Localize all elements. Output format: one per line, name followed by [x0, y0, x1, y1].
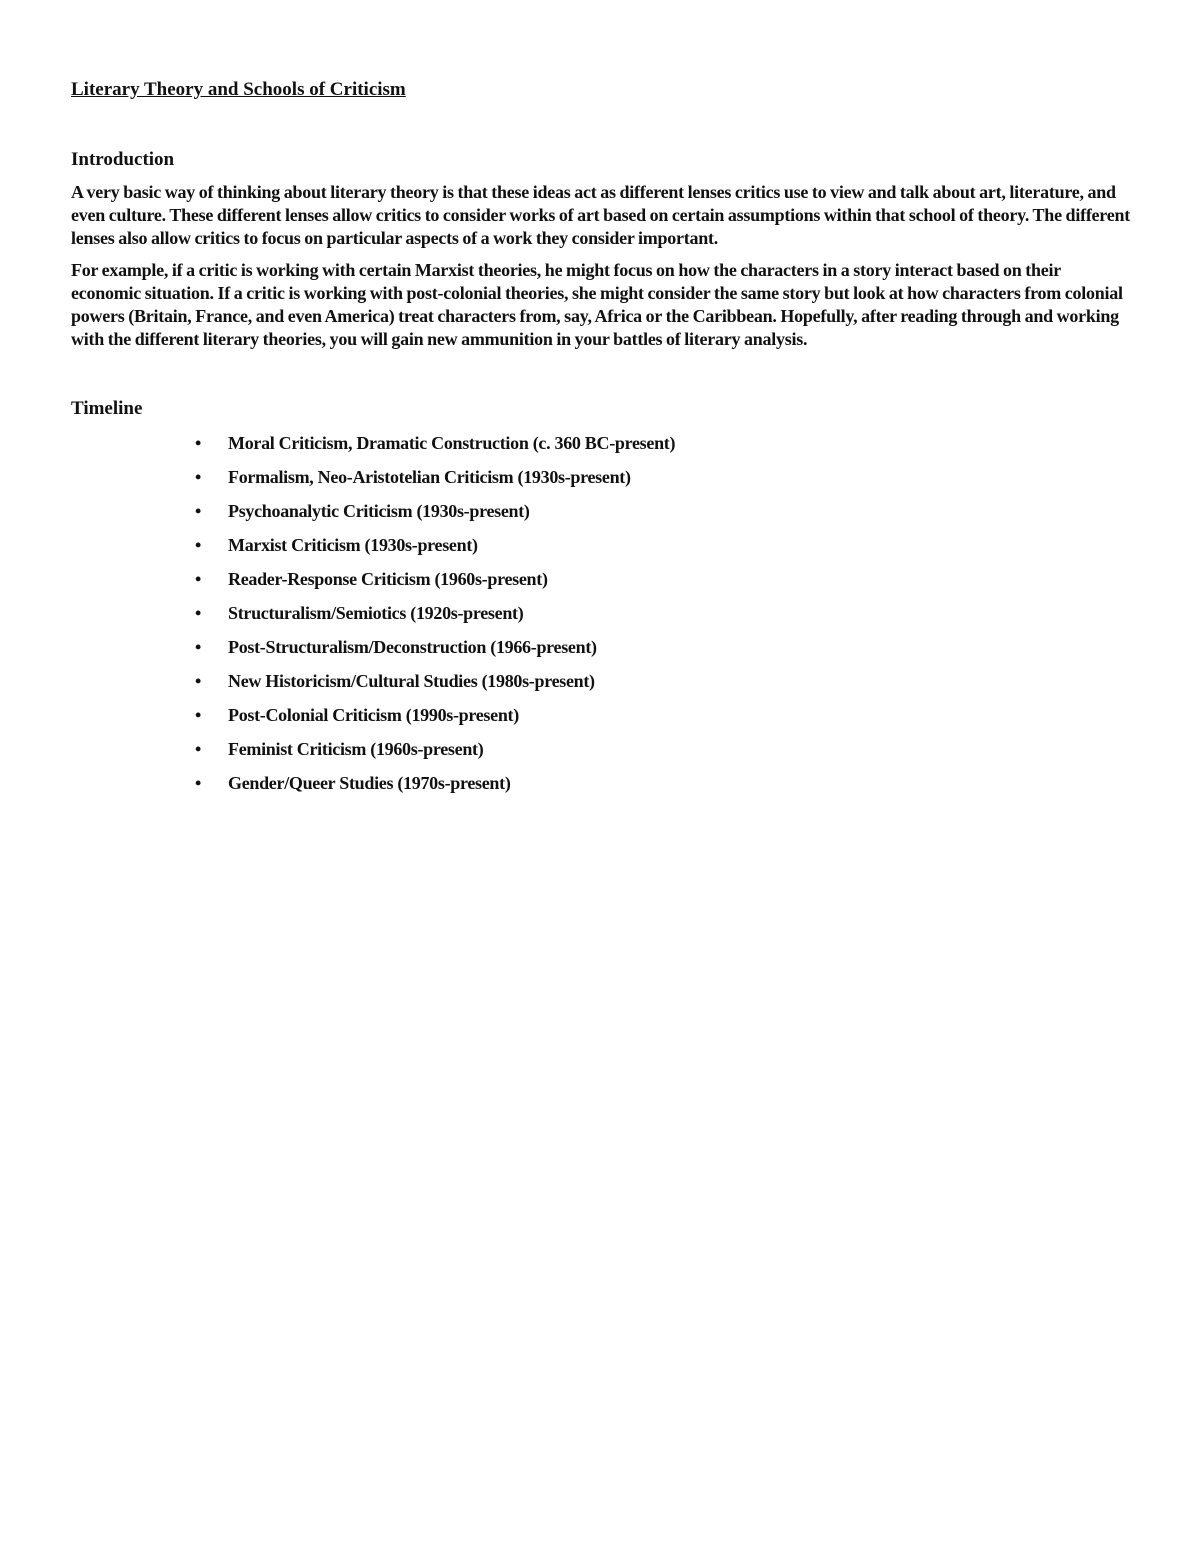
- introduction-paragraph-1: A very basic way of thinking about literary theory is that these ideas act as different lenses critics use to view and talk about art, literature, and even culture. These different lenses allow critics to consider works of art based on certain assumptions within that school of theory. The different lenses also allow critics to focus on particular aspects of a work they consider important.: [71, 182, 1130, 248]
- document-body: [71, 78, 1131, 805]
- bullet-icon: •: [195, 569, 202, 589]
- bullet-icon: •: [195, 603, 202, 623]
- document-title: Literary Theory and Schools of Criticism: [71, 79, 406, 100]
- introduction-heading: Introduction: [71, 149, 175, 170]
- bullet-icon: •: [195, 773, 202, 793]
- timeline-item: [71, 533, 1131, 567]
- bullet-icon: •: [195, 501, 202, 521]
- bullet-icon: •: [195, 705, 202, 725]
- timeline-item: [71, 771, 1131, 805]
- timeline-item: [71, 567, 1131, 601]
- timeline-item-text: Psychoanalytic Criticism (1930s-present): [228, 501, 530, 521]
- bullet-icon: •: [195, 739, 202, 759]
- timeline-list: [71, 431, 1131, 805]
- timeline-item: [71, 703, 1131, 737]
- bullet-icon: •: [195, 671, 202, 691]
- timeline-item: [71, 737, 1131, 771]
- timeline-item-text: Gender/Queer Studies (1970s-present): [228, 773, 511, 793]
- timeline-item-text: Post-Colonial Criticism (1990s-present): [228, 705, 519, 725]
- bullet-icon: •: [195, 535, 202, 555]
- timeline-item-text: Moral Criticism, Dramatic Construction (c. 360 BC-present): [228, 433, 676, 453]
- timeline-item-text: Feminist Criticism (1960s-present): [228, 739, 484, 759]
- timeline-item-text: Formalism, Neo-Aristotelian Criticism (1930s-present): [228, 467, 631, 487]
- timeline-heading: Timeline: [71, 398, 143, 419]
- bullet-icon: •: [195, 467, 202, 487]
- bullet-icon: •: [195, 637, 202, 657]
- timeline-item: [71, 499, 1131, 533]
- introduction-paragraph-2: For example, if a critic is working with certain Marxist theories, he might focus on how the characters in a story interact based on their economic situation. If a critic is working with post-colonial theories, she might consider the same story but look at how characters from colonial powers (Britain, France, and even America) treat characters from, say, Africa or the Caribbean. Hopefully, after reading through and working with the different literary theories, you will gain new ammunition in your battles of literary analysis.: [71, 260, 1123, 349]
- timeline-item-text: New Historicism/Cultural Studies (1980s-present): [228, 671, 595, 691]
- timeline-item-text: Post-Structuralism/Deconstruction (1966-present): [228, 637, 597, 657]
- timeline-item: [71, 635, 1131, 669]
- timeline-item: [71, 669, 1131, 703]
- timeline-item-text: Structuralism/Semiotics (1920s-present): [228, 603, 524, 623]
- timeline-item: [71, 431, 1131, 465]
- timeline-item-text: Reader-Response Criticism (1960s-present): [228, 569, 548, 589]
- timeline-item: [71, 465, 1131, 499]
- timeline-item-text: Marxist Criticism (1930s-present): [228, 535, 478, 555]
- bullet-icon: •: [195, 433, 202, 453]
- timeline-item: [71, 601, 1131, 635]
